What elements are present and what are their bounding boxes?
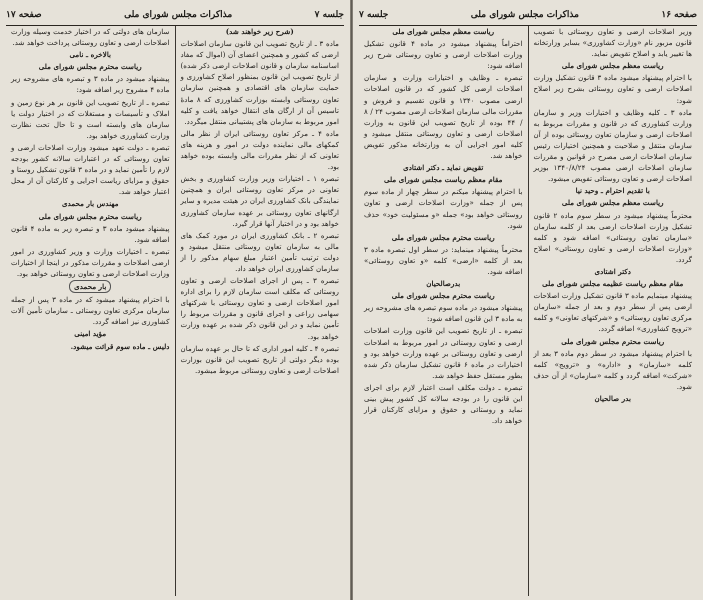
paragraph: پیشنهاد میشود ماده ۳ و تبصره زیر به ماده ۴ قانون اضافه شود.: [11, 223, 170, 244]
paragraph: وزیر اصلاحات ارضی و تعاون روستائی با تصویب قانون مزبور نام «وزارت کشاورزی» بسایر وزارتخانه ها تغییر یابد و اصلاح تقویض نماید.: [533, 27, 692, 59]
signature-or-heading: ریاست معظم مجلس شورای ملی: [392, 27, 495, 36]
signature-or-heading: (شرح زیر خواهند شد): [225, 27, 294, 36]
paragraph: با احترام پیشنهاد میکنم در سطر چهار از ماده سوم پس از جمله «وزارت اصلاحات ارضی و تعاون روستائی خواهد بود» جمله «و مسئولیت خود» حذف شود.: [364, 187, 523, 230]
paragraph: تبصره ـ از تاریخ تصویب این قانون بر هر نوع زمین و املاک و تأسیسات و مستغلات که در اختیار دولت یا سازمان های وابسته است و تا حال تحت نظارت وزارت کشاورزی خواهد بود.: [11, 97, 170, 140]
signature-or-heading: ریاست معظم مجلس شورای ملی: [561, 198, 664, 208]
page-number: صفحه ۱۶: [661, 10, 697, 20]
right-page: [353, 0, 703, 600]
signature-or-heading: بدرصالحیان: [426, 279, 461, 289]
signature-or-heading: ریاست محترم مجلس شورای ملی: [561, 336, 665, 346]
paragraph: محترماً پیشنهاد مینماید: در سطر اول تبصره ماده ۳ بعد از کلمه «ارضی» کلمه «و تعاون روستائی» اضافه شود.: [364, 244, 523, 276]
paragraph: محترماً پیشنهاد میشود در سطر سوم ماده ۲ قانون تشکیل وزارت اصلاحات ارضی بعد از کلمه سازمان «سازمان تعاون روستائی» اضافه شود و کلمه «وزارت اصلاحات ارضی و تعاون روستائی» اصلاح گردد.: [533, 210, 692, 264]
signature-or-heading: ریاست محترم مجلس شورای ملی: [391, 291, 495, 301]
signature-or-heading: مؤید امینی: [74, 329, 107, 339]
running-title: مذاکرات مجلس شورای ملی: [124, 10, 233, 20]
signature-or-heading: بالاخره ـ نامی: [69, 50, 112, 60]
paragraph: با احترام پیشنهاد میشود در سطر دوم ماده ۳ بعد از کلمه «سازمان» و «اداره» و «ترویج» کلمه «شرکت» اضافه گردد و کلمه «سازمان» از آن حذف شود.: [533, 348, 692, 391]
running-title: مذاکرات مجلس شورای ملی: [470, 10, 579, 20]
paragraph: دلیس ـ ماده سوم قرائت میشود.: [70, 341, 170, 351]
session-label: جلسه ۷: [314, 10, 344, 20]
signature-or-heading: مقام معظم ریاست مجلس شورای ملی: [384, 175, 503, 185]
session-label: جلسه ۷: [359, 10, 389, 20]
paragraph: تبصره ـ اختیارات وزارت و وزیر کشاورزی در امور ارضی اصلاحات و مقررات مذکور در اینجا از اختیارات وزارت اصلاحات ارضی و تعاون روستائی خواهد بود.: [11, 246, 170, 278]
signature-or-heading: مقام معظم ریاست عظیمه مجلس شورای ملی: [542, 279, 684, 289]
signature-or-heading: مهندس بار محمدی: [61, 199, 119, 209]
signature-or-heading: تقویض نماید ـ دکتر اشتادی: [403, 163, 484, 173]
page-number: صفحه ۱۷: [6, 10, 42, 20]
paragraph: تبصره ـ وظایف و اختیارات وزارت و سازمان اصلاحات ارضی کل کشور که در قانون اصلاحات ارضی مصوب ۱۳۴۰ و قانون تقسیم و فروش و مقررات مالی سازمان اصلاحات ارضی مصوب ۲۴ / ۸ / ۴۴ بوده از تاریخ تصویب این قانون به وزارت اصلاحات ارضی و تعاون روستائی منتقل میشود و کلیه امور اجرایی آن به وزارتخانه مذکور تفویض خواهد شد.: [364, 73, 523, 161]
text-columns: [359, 26, 697, 596]
paragraph: تبصره ـ از تاریخ تصویب این قانون وزارت اصلاحات ارضی و تعاون روستائی در امور مربوط به اصلاحات ارضی و تعاون روستائی بر عهده وزارت خواهد بود و اختیارات در ماده ۶ قانون تشکیل سازمان ذکر شده بطور مستقل حفظ خواهد شد.: [364, 326, 523, 380]
paragraph: تبصره ـ دولت تعهد میشود وزارت اصلاحات ارضی و تعاون روستائی که در اعتبارات سالانه کشور بودجه لازم را تأمین نماید و در ماده ۳ قانون تشکیل روستا و حقوق و مزایای ریاست اجرایی و کارکنان آن از محل اعتبار خواهد شد.: [11, 142, 170, 197]
paragraph: احتراماً پیشنهاد میشود در ماده ۴ قانون تشکیل وزارت اصلاحات ارضی و تعاون روستائی شرح زیر اضافه شود:: [364, 39, 523, 71]
paragraph: سازمان های دولتی که در اختیار خدمت وسیله وزارت اصلاحات ارضی و تعاون روستائی پرداخت خواهد شد.: [11, 27, 170, 48]
column-divider: [528, 26, 529, 596]
signature-or-heading: [11, 280, 170, 293]
paragraph: با احترام پیشنهاد میشود ماده ۳ قانون تشکیل وزارت اصلاحات ارضی و تعاون روستائی بشرح زیر اصلاح شود:: [533, 73, 692, 105]
signature-or-heading: بدر صالحیان: [594, 394, 631, 403]
paragraph: پیشنهاد مینمایم ماده ۳ قانون تشکیل وزارت اصلاحات ارضی پس از سطر دوم و بعد از جمله «سازمان مرکزی تعاون روستائی» و «شرکتهای تعاونی» و کلمه «ترویج کشاورزی» اضافه گردد.: [533, 291, 692, 334]
paragraph: تبصره ـ دولت مکلف است اعتبار لازم برای اجرای این قانون را در بودجه سالانه کل کشور پیش بینی نماید و روستائی و حقوق و مزایای کارکنان قرار خواهد داد.: [364, 382, 523, 426]
signature-stamp: بار محمدی: [69, 280, 111, 293]
page-header: [6, 8, 344, 26]
text-column-outer: [529, 26, 698, 596]
signature-or-heading: ریاست معظم مجلس شورای ملی: [561, 61, 664, 71]
paragraph: ماده ۳ ـ از تاریخ تصویب این قانون سازمان اصلاحات ارضی که کشور و همچنین اعضای آن (اموال که مفاد اساسنامه سازمان و قانون اصلاحات ارضی ذکر شده) از تاریخ تصویب این قانون بمنظور اصلاح کشاورزی و حمایت سازمان های اقتصادی و همچنین سازمان تعاون روستائی وابسته بوزارت کشاورزی که ۸ مادهٔ تاسیس آن از ارگان های انتقال خواهد یافت و کلیه امور مربوط به سازمان های پشتیبانی منتقل میگردد.: [180, 39, 339, 126]
paragraph: با احترام پیشنهاد میشود که در ماده ۳ پس از جمله سازمان مرکزی تعاون روستائی ـ سازمان تأمین آلات کشاورزی نیز اضافه گردد.: [11, 295, 170, 327]
paragraph: تبصره ۱ ـ اختیارات وزیر وزارت کشاورزی و بخش تعاونی در مرکز تعاون روستائی ایران و همچنین نمایندگی بانک کشاورزی ایران در هیئت مدیره و سایر ارگانهای تعاون روستائی بر عهده سازمان کشاورزی خواهد بود و در اختیار آنها قرار گیرد.: [180, 174, 339, 228]
signature-or-heading: دکتر اشتادی: [594, 266, 631, 276]
paragraph: تبصره ۲ ـ بانک کشاورزی ایران در مورد کمک های مالی به سازمان تعاون روستائی منتقل میشود و دولت ترتیب تأمین اعتبار مبلغ سهام مذکور را از سازمان کشاورزی ایران خواهد داد.: [180, 230, 339, 273]
paragraph: تبصره ۴ ـ کلیه امور اداری که تا حال بر عهده سازمان بوده دیگر دولتی از تاریخ تصویب این قانون بوزارت اصلاحات ارضی و تعاون روستائی مربوط میشود.: [180, 343, 339, 375]
text-column-inner: [359, 26, 528, 596]
text-columns: [6, 26, 344, 596]
page-header: [359, 8, 697, 26]
signature-or-heading: ریاست محترم مجلس شورای ملی: [38, 62, 142, 72]
paragraph: ماده ۳ ـ کلیه وظایف و اختیارات وزیر و سازمان وزارت کشاورزی که در قانون و مقررات مربوط به اصلاحات ارضی و سازمان تعاون روستائی بوده از آن سازمان منتقل و صلاحیت و همچنین اختیارات رئیس سازمان اصلاحات ارضی مصرح در قوانین و مقررات سازمان اصلاحات ارضی مصوب ۱۳۴۰/۸/۲۴ بوزیر اصلاحات ارضی و تعاون روستائی تفویض میشود.: [533, 107, 692, 184]
paragraph: پیشنهاد میشود در ماده سوم تبصره های مشروحه زیر به ماده ۳ این قانون اضافه شود:: [364, 303, 523, 324]
signature-or-heading: با تقدیم احترام ـ وحید نیا: [575, 186, 650, 196]
signature-or-heading: ریاست محترم مجلس شورای ملی: [391, 232, 495, 242]
signature-or-heading: ریاست محترم مجلس شورای ملی: [38, 211, 142, 221]
column-divider: [175, 26, 176, 596]
text-column-outer: [176, 26, 345, 596]
paragraph: تبصره ۳ ـ پس از اجرای اصلاحات ارضی و تعاون روستائی که مکلف است سازمان لازم را برای اداره امور اصلاحات ارضی و تعاون روستائی با شرکتهای سهامی زراعی و اجرای قانون و مقررات مربوط را تأمین نماید و در این قانون ذکر شده بر عهده وزارت خواهد بود.: [180, 276, 339, 341]
paragraph: پیشنهاد میشود در ماده ۳ و تبصره های مشروحه زیر ماده ۴ مشروح زیر اضافه شود:: [11, 74, 170, 95]
text-column-inner: [6, 26, 175, 596]
paragraph: ماده ۴ ـ مرکز تعاون روستائی ایران از نظر مالی کمکهای مالی نماینده دولت در امور و هزینه های تعاونی که از نظر مقررات مالی وابسته بوده خواهد بود.: [180, 128, 339, 172]
left-page: [0, 0, 350, 600]
